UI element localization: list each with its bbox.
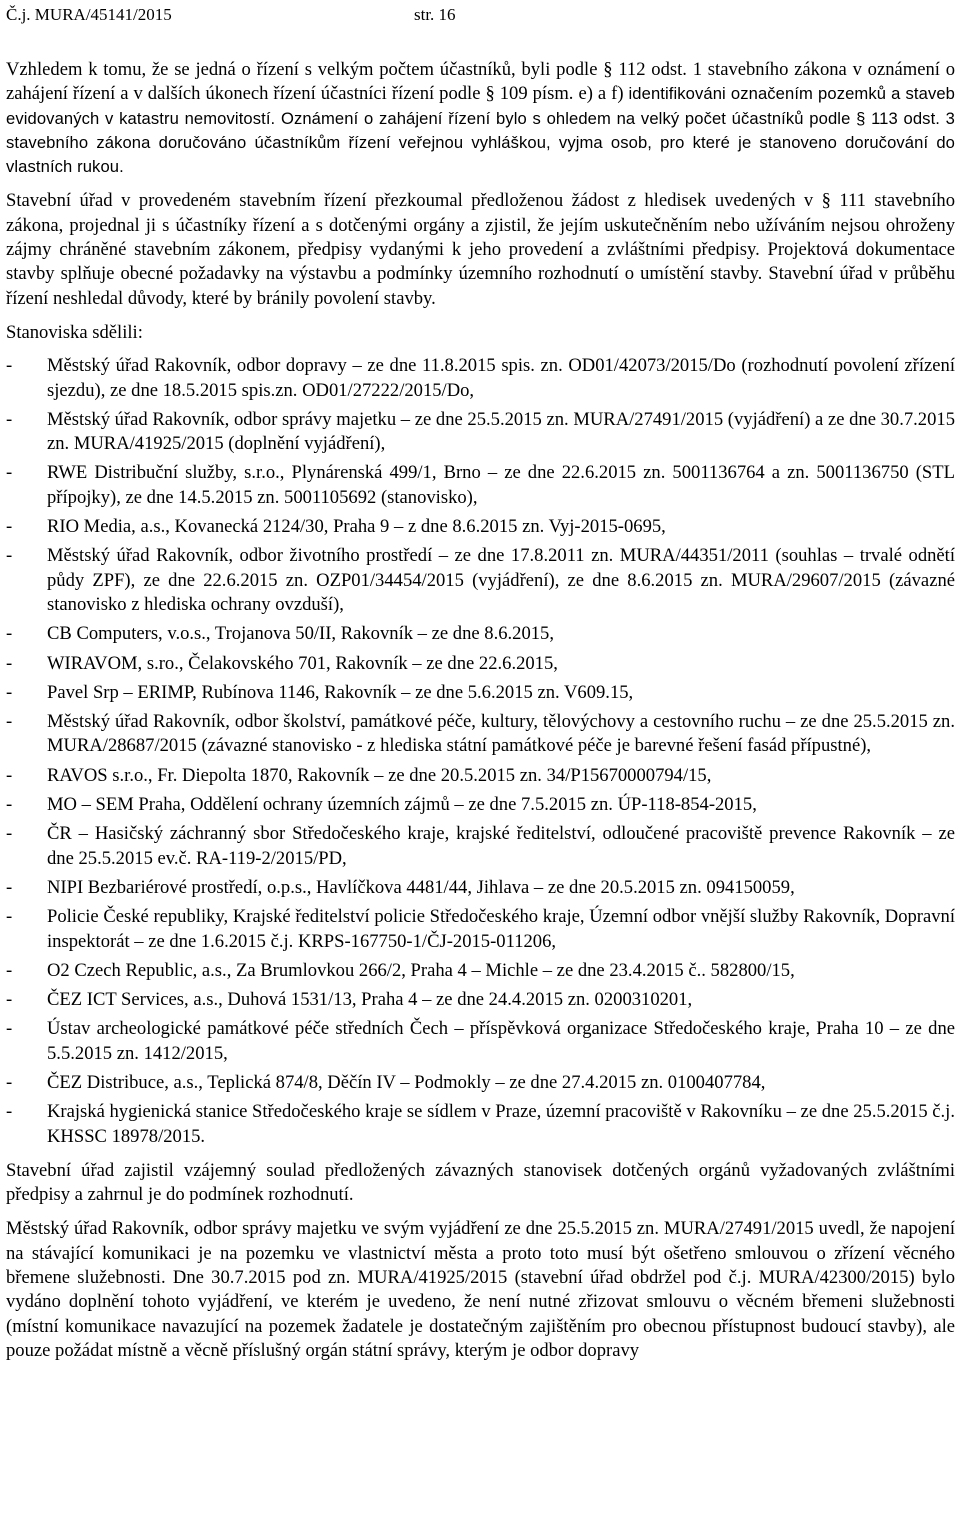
list-item-text: Krajská hygienická stanice Středočeského kraje se sídlem v Praze, územní pracoviště v Rakovníku – ze dne 25.5.2015 č.j. KHSSC 18978/2015. xyxy=(47,1101,955,1147)
list-item xyxy=(6,408,955,457)
list-item-text: RAVOS s.r.o., Fr. Diepolta 1870, Rakovník – ze dne 20.5.2015 zn. 34/P15670000794/15, xyxy=(47,764,712,786)
list-item-text: MO – SEM Praha, Oddělení ochrany územních zájmů – ze dne 7.5.2015 zn. ÚP-118-854-2015, xyxy=(47,794,757,816)
paragraph-participants xyxy=(6,58,955,179)
list-dash: - xyxy=(6,1018,13,1040)
list-dash: - xyxy=(6,516,13,538)
list-item xyxy=(6,822,955,871)
reference-number: Č.j. MURA/45141/2015 xyxy=(6,5,172,24)
list-dash: - xyxy=(6,711,13,733)
list-item xyxy=(6,1071,955,1095)
list-item xyxy=(6,354,955,403)
list-item xyxy=(6,793,955,817)
list-dash: - xyxy=(6,681,13,703)
list-dash: - xyxy=(6,408,13,430)
paragraph-participants-sans: identifikováni označením pozemků a staveb evidovaných v katastru nemovitostí. Oznámení o zahájení řízení bylo s ohledem na velký počet účastníků podle § 113 odst. 3 stavebního zákona doručováno účastníkům řízení veřejnou vyhláškou, vyjma osob, pro které je stanoveno doručování do vlastních rukou. xyxy=(6,84,955,177)
list-dash: - xyxy=(6,652,13,674)
paragraph-harmony: Stavební úřad zajistil vzájemný soulad předložených závazných stanovisek dotčených orgánů vyžadovaných zvláštními předpisy a zahrnul je do podmínek rozhodnutí. xyxy=(6,1159,955,1206)
list-dash: - xyxy=(6,989,13,1011)
list-dash: - xyxy=(6,959,13,981)
list-item-text: Městský úřad Rakovník, odbor správy majetku – ze dne 25.5.2015 zn. MURA/27491/2015 (vyjádření) a ze dne 30.7.2015 zn. MURA/41925/2015 (doplnění vyjádření), xyxy=(47,408,955,455)
list-dash: - xyxy=(6,906,13,928)
page-header xyxy=(6,3,956,27)
list-item xyxy=(6,959,955,983)
list-item-text: Městský úřad Rakovník, odbor životního prostředí – ze dne 17.8.2011 zn. MURA/44351/2011 (souhlas – trvalé odnětí půdy ZPF), ze dne 22.6.2015 zn. OZP01/34454/2015 (vyjádření), ze dne 8.6.2015 zn. MURA/29607/2015 (závazné stanovisko z hlediska ochrany ovzduší), xyxy=(47,545,955,615)
list-item-text: Pavel Srp – ERIMP, Rubínova 1146, Rakovník – ze dne 5.6.2015 zn. V609.15, xyxy=(47,681,634,703)
list-item-text: WIRAVOM, s.ro., Čelakovského 701, Rakovník – ze dne 22.6.2015, xyxy=(47,652,558,674)
list-item xyxy=(6,652,955,676)
list-item xyxy=(6,1017,955,1066)
list-dash: - xyxy=(6,355,13,377)
list-item xyxy=(6,461,955,510)
list-dash: - xyxy=(6,462,13,484)
list-item xyxy=(6,1100,955,1149)
list-item xyxy=(6,681,955,705)
list-item xyxy=(6,710,955,759)
list-item-text: O2 Czech Republic, a.s., Za Brumlovkou 266/2, Praha 4 – Michle – ze dne 23.4.2015 č.. 582800/15, xyxy=(47,959,795,981)
list-item-text: RWE Distribuční služby, s.r.o., Plynárenská 499/1, Brno – ze dne 22.6.2015 zn. 5001136764 a zn. 5001136750 (STL přípojky), ze dne 14.5.2015 zn. 5001105692 (stanovisko), xyxy=(47,462,955,508)
stanoviska-label: Stanoviska sdělili: xyxy=(6,321,143,343)
list-item xyxy=(6,622,955,646)
list-dash: - xyxy=(6,823,13,845)
list-item-text: Městský úřad Rakovník, odbor dopravy – ze dne 11.8.2015 spis. zn. OD01/42073/2015/Do (rozhodnutí povolení zřízení sjezdu), ze dne 18.5.2015 spis.zn. OD01/27222/2015/Do, xyxy=(47,355,955,401)
list-item xyxy=(6,988,955,1012)
list-item xyxy=(6,544,955,617)
list-dash: - xyxy=(6,764,13,786)
list-item-text: CB Computers, v.o.s., Trojanova 50/II, Rakovník – ze dne 8.6.2015, xyxy=(47,623,554,645)
list-item-text: Ústav archeologické památkové péče středních Čech – příspěvková organizace Středočeského kraje, Praha 10 – ze dne 5.5.2015 zn. 1412/2015, xyxy=(47,1018,955,1064)
list-item-text: RIO Media, a.s., Kovanecká 2124/30, Praha 9 – z dne 8.6.2015 zn. Vyj-2015-0695, xyxy=(47,516,666,538)
paragraph-review: Stavební úřad v provedeném stavebním řízení přezkoumal předloženou žádost z hledisek uvedených v § 111 stavebního zákona, projednal ji s účastníky řízení a s dotčenými orgány a zjistil, že jejím uskutečněním nebo užíváním nejsou ohroženy zájmy chráněné stavebním zákonem, předpisy vydanými k jeho provedení a zvláštními předpisy. Projektová dokumentace stavby splňuje obecné požadavky na výstavbu a podmínky územního rozhodnutí o umístění stavby. Stavební úřad v průběhu řízení neshledal důvody, které by bránily povolení stavby. xyxy=(6,190,955,309)
list-dash: - xyxy=(6,623,13,645)
list-dash: - xyxy=(6,794,13,816)
list-item-text: Městský úřad Rakovník, odbor školství, památkové péče, kultury, tělovýchovy a cestovního ruchu – ze dne 25.5.2015 zn. MURA/28687/2015 (závazné stanovisko - z hlediska státní památkové péče je barevné řešení fasád přípustné), xyxy=(47,711,955,757)
list-item xyxy=(6,905,955,954)
stanoviska-list xyxy=(6,354,955,1149)
list-item xyxy=(6,764,955,788)
page-number: str. 16 xyxy=(414,5,456,24)
list-dash: - xyxy=(6,1101,13,1123)
list-item-text: ČR – Hasičský záchranný sbor Středočeského kraje, krajské ředitelství, odloučené pracoviště prevence Rakovník – ze dne 25.5.2015 ev.č. RA-119-2/2015/PD, xyxy=(47,823,955,869)
list-item xyxy=(6,876,955,900)
paragraph-participants-serif: Vzhledem k tomu, že se jedná o řízení s velkým počtem účastníků, byli podle § 112 odst. 1 stavebního zákona v oznámení o zahájení řízení a v dalších úkonech řízení účastníci řízení podle § 109 písm. e) a f) xyxy=(6,59,955,105)
list-dash: - xyxy=(6,1071,13,1093)
list-item-text: ČEZ ICT Services, a.s., Duhová 1531/13, Praha 4 – ze dne 24.4.2015 zn. 0200310201, xyxy=(47,989,693,1011)
list-dash: - xyxy=(6,876,13,898)
list-item-text: ČEZ Distribuce, a.s., Teplická 874/8, Děčín IV – Podmokly – ze dne 27.4.2015 zn. 0100407784, xyxy=(47,1071,766,1093)
list-dash: - xyxy=(6,545,13,567)
document-body xyxy=(6,58,955,1373)
list-item xyxy=(6,515,955,539)
paragraph-property-dept: Městský úřad Rakovník, odbor správy majetku ve svým vyjádření ze dne 25.5.2015 zn. MURA/27491/2015 uvedl, že napojení na stávající komunikaci je na pozemku ve vlastnictví města a proto toto musí být ošetřeno smlouvou o zřízení věcného břemene služebnosti. Dne 30.7.2015 pod zn. MURA/41925/2015 (stavební úřad obdržel pod č.j. MURA/42300/2015) bylo vydáno doplnění tohoto vyjádření, ve kterém je uvedeno, že není nutné zřizovat smlouvu o věcném břemeni služebnosti (místní komunikace navazující na pozemek žadatele je dostatečným zajištěním pro obecnou přístupnost budoucí stavby), ale pouze požádat místně a věcně příslušný orgán státní správy, kterým je odbor dopravy xyxy=(6,1218,955,1361)
list-item-text: NIPI Bezbariérové prostředí, o.p.s., Havlíčkova 4481/44, Jihlava – ze dne 20.5.2015 zn. 094150059, xyxy=(47,876,795,898)
list-item-text: Policie České republiky, Krajské ředitelství policie Středočeského kraje, Územní odbor vnější služby Rakovník, Dopravní inspektorát – ze dne 1.6.2015 č.j. KRPS-167750-1/ČJ-2015-011206, xyxy=(47,906,955,952)
